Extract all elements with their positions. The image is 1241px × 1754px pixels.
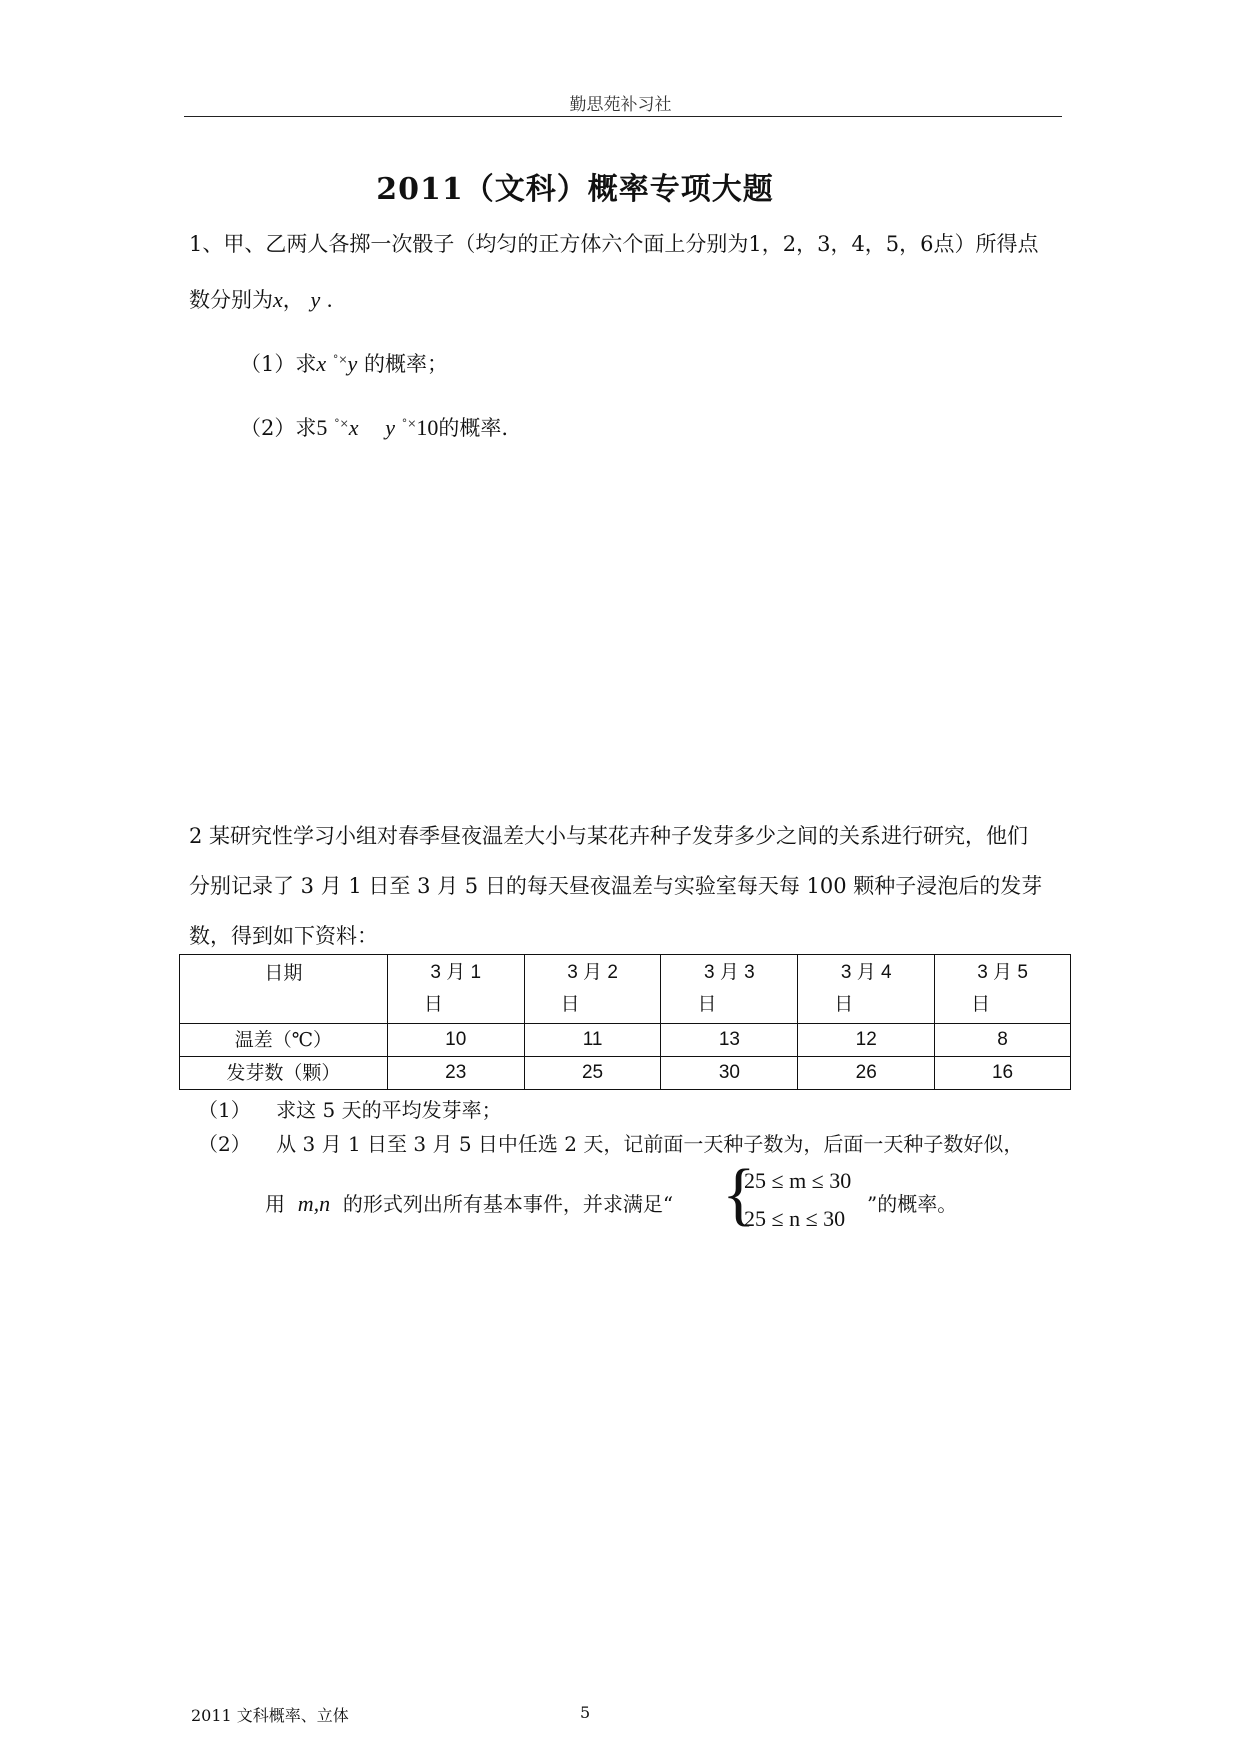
condition-brace: { (722, 1156, 756, 1233)
question2-mid: 的形式列出所有基本事件，并求满足“ (342, 1192, 674, 1216)
part2-prefix: （2）求 (240, 416, 317, 440)
table-row (180, 1024, 1071, 1057)
condition-n: 25 ≤ n ≤ 30 (744, 1206, 846, 1231)
page-title: 2011（文科）概率专项大题 (376, 172, 774, 207)
problem1-part2 (240, 412, 508, 442)
table-cell: 8 (935, 1024, 1071, 1057)
table-cell: 26 (798, 1057, 935, 1090)
comma: ， (282, 288, 304, 312)
germination-table (179, 954, 1071, 1090)
table-cell: 11 (524, 1024, 661, 1057)
table-cell: 23 (387, 1057, 524, 1090)
table-date-cell: 3 月 3 日 (661, 955, 798, 1024)
question2-text: 从 3 月 1 日至 3 月 5 日中任选 2 天，记前面一天种子数为，后面一天种子数好似， (276, 1132, 1024, 1156)
header-divider (184, 116, 1062, 117)
vars-mn: m,n (297, 1191, 331, 1216)
table-date-cell: 3 月 4 日 (798, 955, 935, 1024)
question2 (198, 1128, 1023, 1157)
table-cell: 13 (661, 1024, 798, 1057)
period: . (326, 287, 333, 312)
table-row (180, 1057, 1071, 1090)
part1-symbol: °× (332, 353, 348, 366)
var-y: y (310, 287, 321, 312)
part2-five: 5 (316, 415, 328, 440)
question1-text: 求这 5 天的平均发芽率； (276, 1098, 502, 1122)
question2-number: （2） (198, 1132, 251, 1156)
part2-ten: 10 (416, 415, 439, 440)
table-header-row (180, 955, 1071, 1024)
table-row-label: 发芽数（颗） (180, 1057, 388, 1090)
table-cell: 10 (387, 1024, 524, 1057)
problem2-line1: 2 某研究性学习小组对春季昼夜温差大小与某花卉种子发芽多少之间的关系进行研究，他们 (189, 824, 1029, 848)
part1-y: y (347, 351, 358, 376)
var-x: x (273, 287, 283, 312)
table-cell: 25 (524, 1057, 661, 1090)
table-cell: 16 (935, 1057, 1071, 1090)
part2-x: x (348, 415, 359, 440)
table-row-label: 温差（℃） (180, 1024, 388, 1057)
part2-symbol1: °× (334, 417, 349, 430)
question1 (198, 1094, 502, 1123)
part1-x: x (316, 351, 327, 376)
part1-prefix: （1）求 (240, 352, 317, 376)
problem2-line2: 分别记录了 3 月 1 日至 3 月 5 日的每天昼夜温差与实验室每天每 100 颗种子浸泡后的发芽 (189, 874, 1043, 898)
question2-prefix: 用 (265, 1192, 285, 1216)
table-date-cell: 3 月 2 日 (524, 955, 661, 1024)
part2-y: y (385, 415, 396, 440)
table-date-cell: 3 月 1 日 (387, 955, 524, 1024)
problem1-part1 (240, 348, 448, 378)
problem1-line2 (189, 284, 332, 314)
table-header-label: 日期 (180, 955, 388, 1024)
part1-suffix: 的概率； (364, 352, 448, 376)
question1-number: （1） (198, 1098, 251, 1122)
part2-symbol2: °× (401, 417, 417, 430)
table-date-cell: 3 月 5 日 (935, 955, 1071, 1024)
problem1-line2-text: 数分别为 (189, 288, 273, 312)
question2-suffix: ”的概率。 (867, 1192, 958, 1216)
page-number: 5 (580, 1703, 591, 1722)
page-header: 勤思苑补习社 (569, 95, 672, 115)
question2-line2 (265, 1188, 673, 1217)
problem2-line3: 数，得到如下资料： (189, 924, 378, 948)
problem1-line1: 1、甲、乙两人各掷一次骰子（均匀的正方体六个面上分别为1，2，3，4，5，6点）所得点 (189, 232, 1039, 256)
footer-title: 2011 文科概率、立体 (191, 1706, 349, 1725)
table-cell: 30 (661, 1057, 798, 1090)
table-cell: 12 (798, 1024, 935, 1057)
condition-m: 25 ≤ m ≤ 30 (744, 1168, 852, 1193)
part2-suffix: 的概率. (438, 416, 509, 440)
